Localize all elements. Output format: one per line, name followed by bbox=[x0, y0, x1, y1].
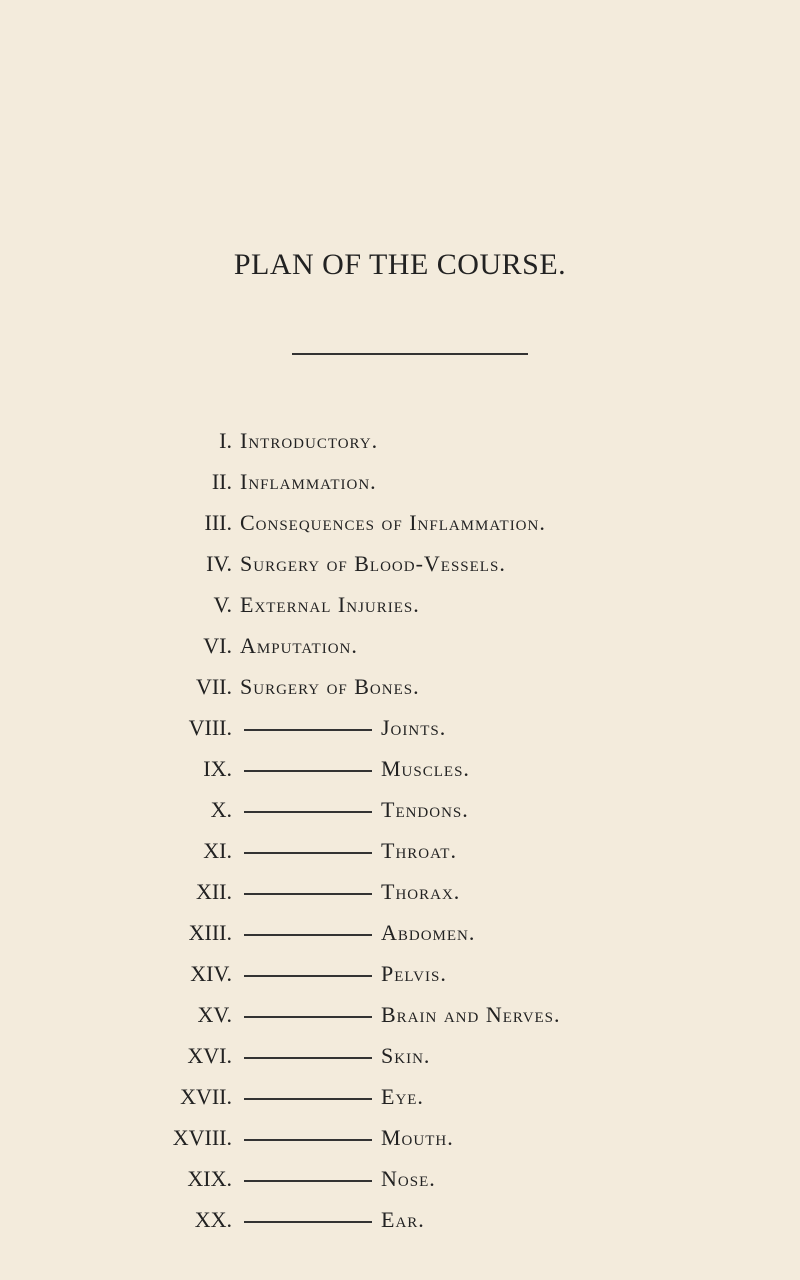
list-item bbox=[0, 756, 800, 786]
list-item bbox=[0, 1166, 800, 1196]
item-label: Skin. bbox=[381, 1043, 431, 1068]
item-label: Surgery of Bones. bbox=[240, 674, 420, 699]
ditto-dash bbox=[244, 852, 372, 854]
list-item bbox=[0, 879, 800, 909]
ditto-dash bbox=[244, 1057, 372, 1059]
item-number: XI. bbox=[203, 838, 232, 863]
ditto-dash bbox=[244, 770, 372, 772]
item-label: Tendons. bbox=[381, 797, 469, 822]
page-title: PLAN OF THE COURSE. bbox=[233, 248, 567, 281]
item-label: Consequences of Inflammation. bbox=[240, 510, 546, 535]
item-label: Abdomen. bbox=[381, 920, 476, 945]
ditto-dash bbox=[244, 1180, 372, 1182]
list-item bbox=[0, 920, 800, 950]
ditto-dash bbox=[244, 934, 372, 936]
list-item bbox=[0, 1084, 800, 1114]
list-item bbox=[0, 838, 800, 868]
list-item bbox=[0, 633, 800, 663]
item-label: Pelvis. bbox=[381, 961, 447, 986]
item-label: Thorax. bbox=[381, 879, 461, 904]
list-item bbox=[0, 1043, 800, 1073]
item-number: XIX. bbox=[187, 1166, 232, 1191]
item-number: XII. bbox=[195, 879, 232, 904]
item-label: Brain and Nerves. bbox=[381, 1002, 561, 1027]
list-item bbox=[0, 1125, 800, 1155]
item-label: Nose. bbox=[381, 1166, 436, 1191]
ditto-dash bbox=[244, 1221, 372, 1223]
list-item bbox=[0, 715, 800, 745]
ditto-dash bbox=[244, 893, 372, 895]
item-number: XIII. bbox=[188, 920, 232, 945]
item-label: External Injuries. bbox=[240, 592, 420, 617]
item-number: X. bbox=[210, 797, 232, 822]
list-item bbox=[0, 469, 800, 499]
item-number: XV. bbox=[197, 1002, 232, 1027]
item-label: Joints. bbox=[381, 715, 447, 740]
ditto-dash bbox=[244, 729, 372, 731]
list-item bbox=[0, 674, 800, 704]
item-label: Amputation. bbox=[240, 633, 358, 658]
item-number: VIII. bbox=[188, 715, 232, 740]
item-number: XVIII. bbox=[172, 1125, 232, 1150]
list-item bbox=[0, 510, 800, 540]
list-item bbox=[0, 1002, 800, 1032]
item-label: Inflammation. bbox=[240, 469, 377, 494]
item-label: Mouth. bbox=[381, 1125, 454, 1150]
item-number: XVI. bbox=[187, 1043, 232, 1068]
title-rule bbox=[292, 353, 528, 355]
item-number: IV. bbox=[206, 551, 232, 576]
list-item bbox=[0, 797, 800, 827]
item-label: Muscles. bbox=[381, 756, 470, 781]
ditto-dash bbox=[244, 975, 372, 977]
item-number: VI. bbox=[203, 633, 232, 658]
item-number: V. bbox=[213, 592, 232, 617]
item-label: Surgery of Blood-Vessels. bbox=[240, 551, 506, 576]
ditto-dash bbox=[244, 1098, 372, 1100]
item-label: Throat. bbox=[381, 838, 457, 863]
item-label: Ear. bbox=[381, 1207, 425, 1232]
item-number: IX. bbox=[203, 756, 232, 781]
item-number: II. bbox=[211, 469, 232, 494]
item-label: Introductory. bbox=[240, 428, 379, 453]
list-item bbox=[0, 961, 800, 991]
list-item bbox=[0, 428, 800, 458]
ditto-dash bbox=[244, 1016, 372, 1018]
item-label: Eye. bbox=[381, 1084, 424, 1109]
list-item bbox=[0, 592, 800, 622]
item-number: III. bbox=[204, 510, 232, 535]
item-number: XX. bbox=[194, 1207, 232, 1232]
item-number: VII. bbox=[195, 674, 232, 699]
item-number: XIV. bbox=[190, 961, 232, 986]
list-item bbox=[0, 1207, 800, 1237]
ditto-dash bbox=[244, 1139, 372, 1141]
item-number: I. bbox=[219, 428, 232, 453]
list-item bbox=[0, 551, 800, 581]
ditto-dash bbox=[244, 811, 372, 813]
item-number: XVII. bbox=[180, 1084, 232, 1109]
